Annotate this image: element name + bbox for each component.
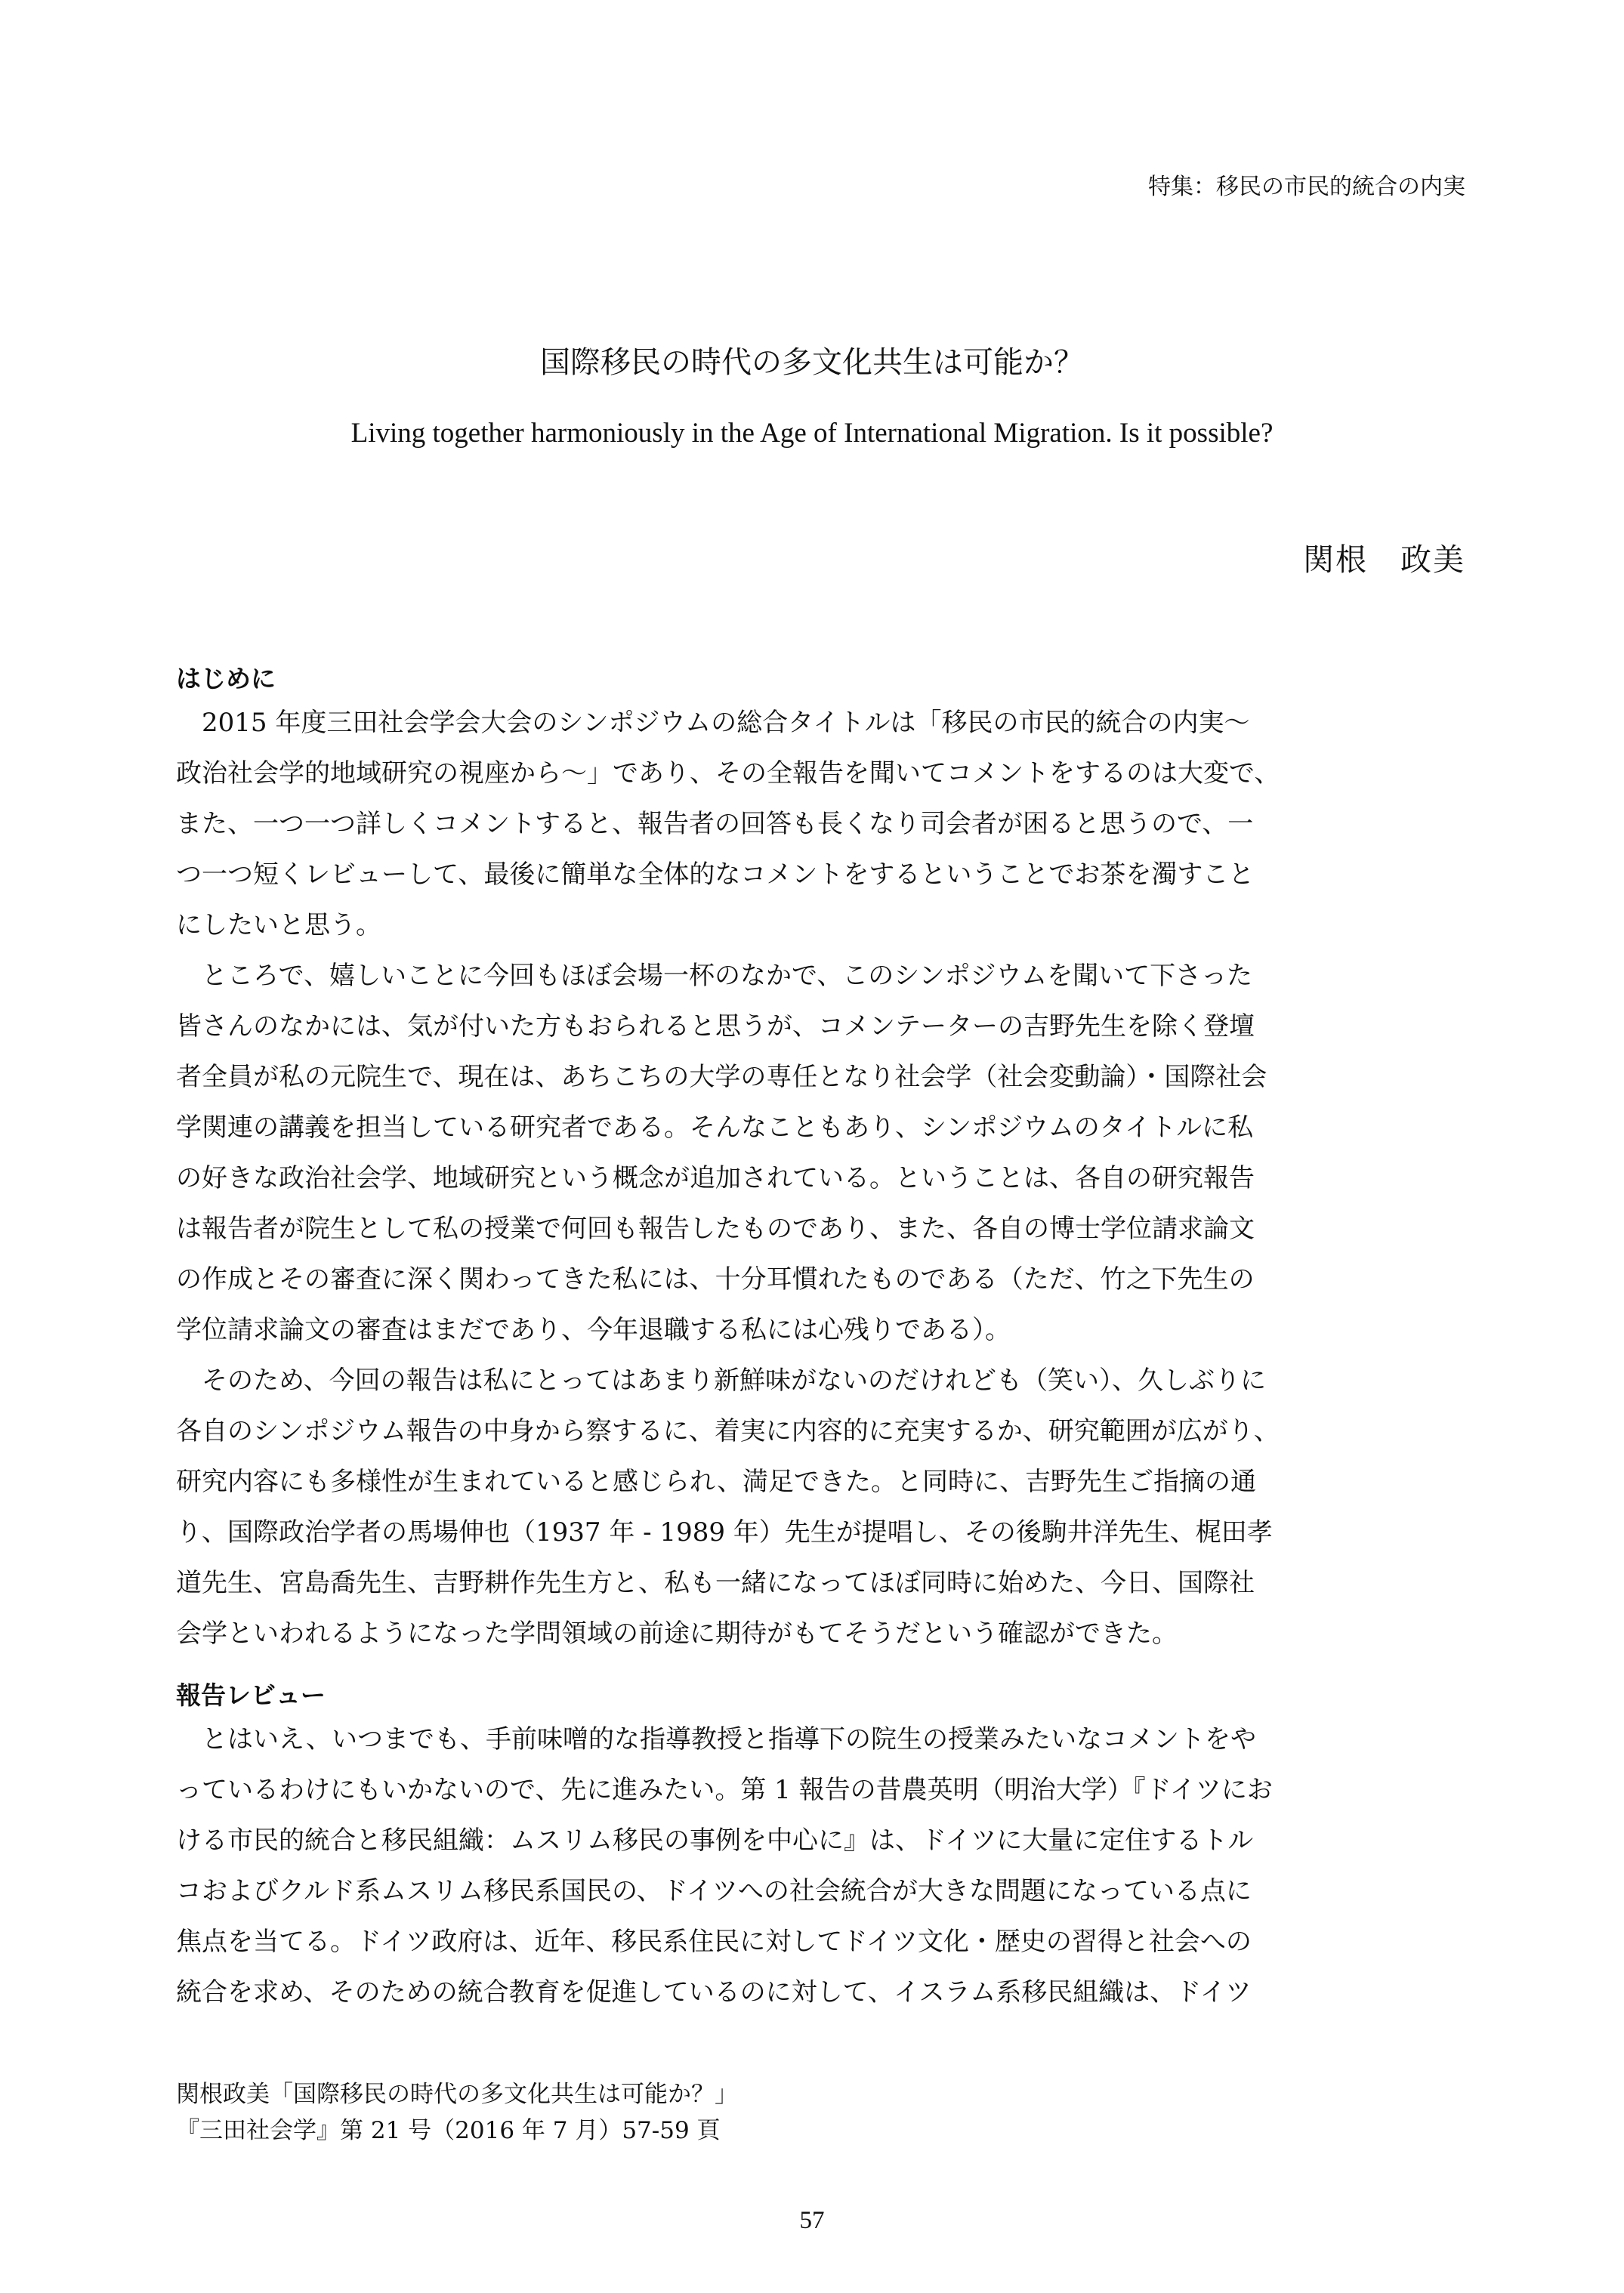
body-line: にしたいと思う。 bbox=[176, 910, 381, 940]
body-line: 道先生、宮島喬先生、吉野耕作先生方と、私も一緒になってほぼ同時に始めた、今日、国際社 bbox=[176, 1568, 1255, 1598]
introduction-body bbox=[176, 698, 1474, 1659]
body-line: とはいえ、いつまでも、手前味噌的な指導教授と指導下の院生の授業みたいなコメントをや bbox=[176, 1724, 1257, 1754]
citation-line-1: 関根政美「国際移民の時代の多文化共生は可能か？」 bbox=[176, 2081, 738, 2108]
citation-line-2: 『三田社会学』第 21 号（2016 年 7 月）57-59 頁 bbox=[176, 2117, 721, 2144]
body-line: 学位請求論文の審査はまだであり、今年退職する私には心残りである）。 bbox=[176, 1315, 1011, 1345]
body-line: 2015 年度三田社会学会大会のシンポジウムの総合タイトルは「移民の市民的統合の内実～ bbox=[176, 708, 1250, 738]
body-line: 各自のシンポジウム報告の中身から察するに、着実に内容的に充実するか、研究範囲が広がり、 bbox=[176, 1416, 1280, 1446]
body-line: 政治社会学的地域研究の視座から～」であり、その全報告を聞いてコメントをするのは大変で、 bbox=[176, 758, 1280, 789]
body-line: 研究内容にも多様性が生まれていると感じられ、満足できた。と同時に、吉野先生ご指摘の通 bbox=[176, 1467, 1257, 1497]
review-body bbox=[176, 1714, 1474, 2018]
body-line: また、一つ一つ詳しくコメントすると、報告者の回答も長くなり司会者が困ると思うので、一 bbox=[176, 809, 1254, 839]
body-line: ところで、嬉しいことに今回もほぼ会場一杯のなかで、このシンポジウムを聞いて下さった bbox=[176, 961, 1253, 991]
body-line: 会学といわれるようになった学問領域の前途に期待がもてそうだという確認ができた。 bbox=[176, 1619, 1178, 1649]
body-line: 学関連の講義を担当している研究者である。そんなこともあり、シンポジウムのタイトルに私 bbox=[176, 1113, 1254, 1143]
article-title-english: Living together harmoniously in the Age of International Migration. Is it possible? bbox=[350, 418, 1274, 449]
article-title-japanese: 国際移民の時代の多文化共生は可能か？ bbox=[540, 345, 1084, 380]
body-line: は報告者が院生として私の授業で何回も報告したものであり、また、各自の博士学位請求論文 bbox=[176, 1214, 1255, 1244]
section-heading-review: 報告レビュー bbox=[176, 1680, 326, 1710]
body-line: の作成とその審査に深く関わってきた私には、十分耳慣れたものである（ただ、竹之下先生の bbox=[176, 1264, 1255, 1295]
page-number: 57 bbox=[799, 2207, 825, 2234]
body-line: そのため、今回の報告は私にとってはあまり新鮮味がないのだけれども（笑い）、久しぶりに bbox=[176, 1366, 1266, 1396]
body-line: っているわけにもいかないので、先に進みたい。第 1 報告の昔農英明（明治大学）『ドイツにお bbox=[176, 1775, 1273, 1805]
body-line: 統合を求め、そのための統合教育を促進しているのに対して、イスラム系移民組織は、ドイツ bbox=[176, 1977, 1252, 2008]
special-feature-label: 特集：移民の市民的統合の内実 bbox=[1148, 174, 1465, 200]
author-name: 関根 政美 bbox=[1303, 542, 1465, 578]
body-line: コおよびクルド系ムスリム移民系国民の、ドイツへの社会統合が大きな問題になっている点に bbox=[176, 1876, 1252, 1906]
section-heading-introduction: はじめに bbox=[176, 664, 276, 693]
body-line: つ一つ短くレビューして、最後に簡単な全体的なコメントをするということでお茶を濁すこと bbox=[176, 859, 1255, 890]
body-line: り、国際政治学者の馬場伸也（1937 年 - 1989 年）先生が提唱し、その後駒井洋先生、梶田孝 bbox=[176, 1517, 1273, 1548]
body-line: 者全員が私の元院生で、現在は、あちこちの大学の専任となり社会学（社会変動論）・国際社会 bbox=[176, 1062, 1267, 1092]
body-line: ける市民的統合と移民組織：ムスリム移民の事例を中心に』は、ドイツに大量に定住するトル bbox=[176, 1825, 1254, 1856]
body-line: 皆さんのなかには、気が付いた方もおられると思うが、コメンテーターの吉野先生を除く登壇 bbox=[176, 1011, 1255, 1042]
body-line: の好きな政治社会学、地域研究という概念が追加されている。ということは、各自の研究報告 bbox=[176, 1163, 1255, 1193]
body-line: 焦点を当てる。ドイツ政府は、近年、移民系住民に対してドイツ文化・歴史の習得と社会への bbox=[176, 1927, 1252, 1957]
